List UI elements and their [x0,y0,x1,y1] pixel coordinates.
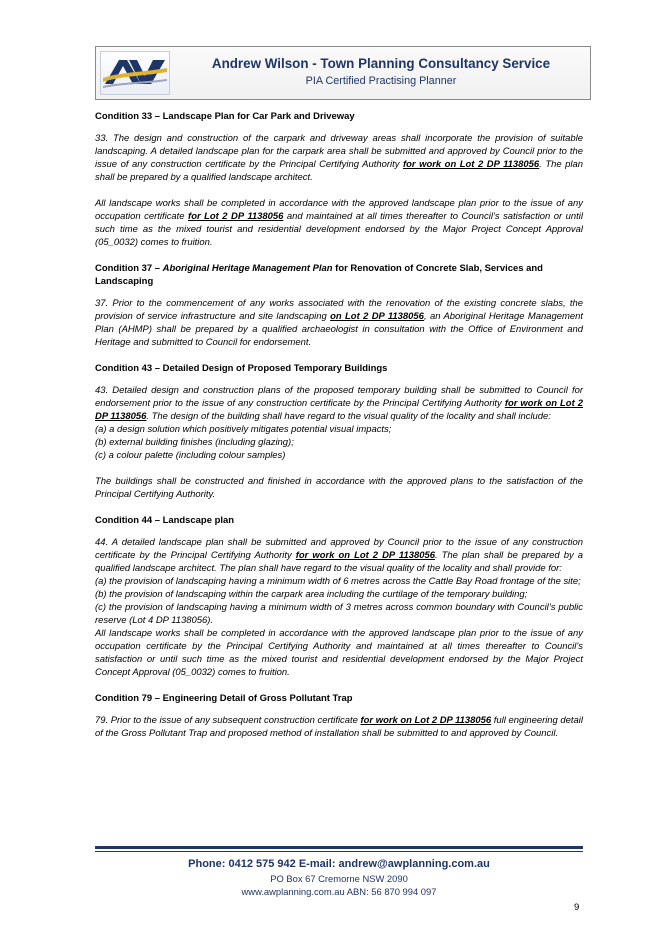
condition-paragraph [95,536,583,575]
lot-reference: for Lot 2 DP 1138056 [188,211,284,222]
lot-reference: for work on Lot 2 DP 1138056 [95,398,583,422]
condition-heading: Condition 79 – Engineering Detail of Gross Pollutant Trap [95,693,353,704]
condition-37-section [95,262,583,349]
footer-address: PO Box 67 Cremorne NSW 2090 [270,873,408,884]
footer-divider [95,851,583,852]
condition-paragraph [95,297,583,349]
condition-paragraph [95,714,583,740]
company-logo [100,51,170,95]
aw-logo-icon [101,52,169,94]
list-item: (c) a colour palette (including colour samples) [95,450,286,461]
list-item: (c) the provision of landscaping having a minimum width of 3 metres across common boundary with Council’s public reserve (Lot 4 DP 1138056). [95,602,583,626]
paragraph-text: . The plan shall be prepared by a qualified landscape architect. [95,159,583,183]
list-item: (b) external building finishes (including glazing); [95,437,294,448]
heading-text: Condition 37 – [95,263,163,274]
condition-heading: Condition 43 – Detailed Design of Proposed Temporary Buildings [95,363,388,374]
list-item: (a) a design solution which positively mitigates potential visual impacts; [95,424,392,435]
condition-paragraph [95,132,583,184]
paragraph-text: . The design of the building shall have regard to the visual quality of the locality and shall include: [146,411,551,422]
heading-text: for Renovation of Concrete Slab, Services and Landscaping [95,263,543,287]
footer-divider [95,846,583,849]
condition-79-section [95,692,583,740]
condition-paragraph [95,384,583,423]
footer [95,857,583,898]
paragraph-text: 44. A detailed landscape plan shall be submitted and approved by Council prior to the issue of any construction certificate by the Principal Certifying Authority [95,537,583,561]
condition-paragraph: All landscape works shall be completed in accordance with the approved landscape plan prior to the issue of any occupation certificate by the Principal Certifying Authority and maintained at all times thereafter to Council’s satisfaction or until such time as the mixed tourist and residential development endorsed by the Major Project Concept Approval (05_0032) comes to fruition. [95,628,583,678]
paragraph-text: 79. Prior to the issue of any subsequent construction certificate [95,715,361,726]
condition-heading: Condition 44 – Landscape plan [95,515,234,526]
paragraph-text: 37. Prior to the commencement of any works associated with the renovation of the existing concrete slabs, the provision of service infrastructure and site landscaping [95,298,583,322]
lot-reference: on Lot 2 DP 1138056 [330,311,424,322]
list-item: (b) the provision of landscaping within the carpark area including the curtilage of the temporary building; [95,589,528,600]
footer-web: www.awplanning.com.au ABN: 56 870 994 097 [241,886,437,897]
lot-reference: for work on Lot 2 DP 1138056 [402,159,540,170]
company-title: Andrew Wilson - Town Planning Consultancy Service [211,56,551,71]
lot-reference: for work on Lot 2 DP 1138056 [360,715,492,726]
list-item: (a) the provision of landscaping having a minimum width of 6 metres across the Cattle Bay Road frontage of the site; [95,576,581,587]
page-number: 9 [574,902,580,913]
condition-heading [95,262,583,288]
condition-paragraph [95,197,583,249]
paragraph-text: , an Aboriginal Heritage Management Plan (AHMP) shall be prepared by a qualified archaeologist in consultation with the Office of Environment and Heritage and submitted to Council for endorsement. [95,311,583,348]
condition-33-section [95,110,583,249]
condition-44-section [95,514,583,679]
document-body [95,110,583,753]
heading-italic-text: Aboriginal Heritage Management Plan [162,263,333,274]
letterhead [95,46,591,100]
paragraph-text: and maintained at all times thereafter to Council’s satisfaction or until such time as the mixed tourist and residential development endorsed by the Major Project Concept Approval (05_0032) comes to fruition. [95,211,583,248]
paragraph-text: 33. The design and construction of the carpark and driveway areas shall incorporate the provision of suitable landscaping. A detailed landscape plan for the carpark area shall be submitted and approved by Council prior to the issue of any construction certificate by the Principal Certifying Authority [95,133,583,170]
paragraph-text: All landscape works shall be completed in accordance with the approved landscape plan prior to the issue of any occupation certificate [95,198,583,222]
condition-43-section [95,362,583,501]
paragraph-text: full engineering detail of the Gross Pollutant Trap and proposed method of installation shall be submitted to and approved by Council. [95,715,583,739]
company-subtitle: PIA Certified Practising Planner [305,75,457,87]
paragraph-text: . The plan shall be prepared by a qualified landscape architect. The plan shall have regard to the visual quality of the locality and shall provide for: [95,550,583,574]
footer-contact: Phone: 0412 575 942 E-mail: andrew@awplanning.com.au [188,858,490,870]
lot-reference: for work on Lot 2 DP 1138056 [295,550,435,561]
condition-heading: Condition 33 – Landscape Plan for Car Park and Driveway [95,111,355,122]
paragraph-text: 43. Detailed design and construction plans of the proposed temporary building shall be submitted to Council for endorsement prior to the issue of any construction certificate by the Principal Certifying Authority [95,385,583,409]
condition-paragraph: The buildings shall be constructed and finished in accordance with the approved plans to the satisfaction of the Principal Certifying Authority. [95,476,583,500]
